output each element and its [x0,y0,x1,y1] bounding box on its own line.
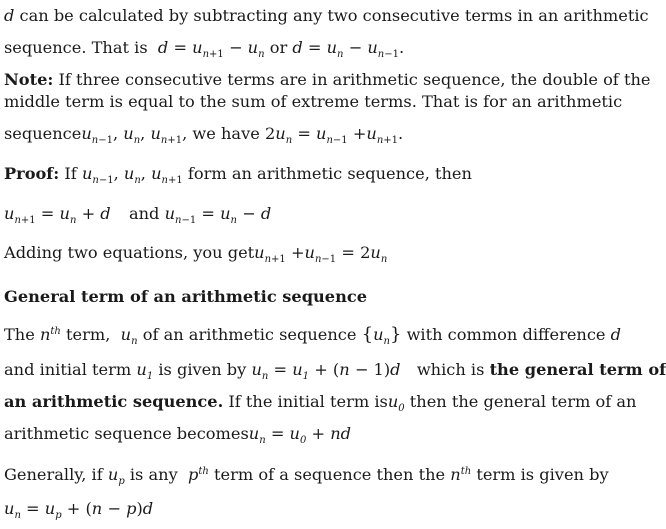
equations-line [4,204,622,224]
math-d: d [4,6,15,25]
generally-if-text: Generally, if [4,465,103,484]
note-text-2: middle term is equal to the sum of extreme terms. That is for an arithmetic [4,92,623,111]
initial-term-is-text: If the initial term is [228,392,388,411]
line-2-text: sequence. That is [4,38,148,57]
formula-backward: $u_{n-1} = u_n - d$ [164,204,272,226]
and-text: and [128,204,160,223]
proof-line [4,164,622,184]
given-by-text: is given by [158,360,247,379]
formula-three-terms: $u_{n-1}$, $u_n$, $u_{n+1}$, [81,124,188,146]
term-of-sequence-text: term of a sequence then the [214,465,446,484]
formula-up-general: $u_n = u_p + (n - p)d$ [4,499,154,521]
note-line-1 [4,70,651,90]
text-line-2 [4,38,622,58]
formula-u0-general: $u_n = u_0$ + nd [248,424,352,446]
common-difference-text: with common difference [406,325,606,344]
formula-double-middle: $2u_n = u_{n-1} +u_{n+1}$. [264,124,404,146]
term-text: term, [66,325,111,344]
note-text: If three consecutive terms are in arithmetic sequence, the double of the [58,70,651,89]
general-term-line-2 [4,360,666,382]
formula-u0: $u_0$ [387,392,405,414]
formula-d-forward: $d = u_{n+1} - u_n$ [152,38,265,60]
given-by-text-2: term is given by [476,465,609,484]
final-formula-line [4,499,622,519]
general-term-line-1 [4,325,622,345]
then-general-term-text: then the general term of an [409,392,637,411]
text-line-1 [4,6,649,26]
which-is-text: which is [416,360,485,379]
or-text: or [269,38,288,57]
is-any-text: is any [129,465,178,484]
formula-pth: $p^{th}$ [182,465,209,484]
formula-sum: $u_{n+1} +u_{n-1} = 2u_n$ [254,243,388,265]
formula-up: $u_p$ [107,465,125,487]
formula-un: $u_n$ [115,325,138,347]
adding-line [4,243,622,263]
general-term-line-4 [4,424,622,444]
general-term-line-3 [4,392,637,414]
the-text: The [4,325,35,344]
proof-label: Proof: [4,164,60,183]
formula-u1: $u_1$ [136,360,154,382]
formula-forward: $u_{n+1} = u_n + d$ [4,204,111,226]
becomes-text: arithmetic sequence becomes [4,424,249,443]
sequence-word: sequence [4,124,82,143]
adding-text: Adding two equations, you get [4,243,255,262]
note-line-3 [4,124,622,144]
of-sequence-text: of an arithmetic sequence [142,325,357,344]
initial-term-text: and initial term [4,360,132,379]
formula-proof-terms: $u_{n-1}$, $u_n$, $u_{n+1}$ [81,164,183,186]
math-d-2: d [610,325,622,344]
formula-general-term: $u_n = u_1 + (n - 1)d$ [251,360,401,382]
proof-if: If [64,164,77,183]
formula-nth-2: $n^{th}$ [450,465,472,484]
heading-text: General term of an arithmetic sequence [4,287,368,306]
formula-d-backward: $d = u_n - u_{n-1}$. [292,38,405,60]
formula-nth: $n^{th}$ [39,325,61,344]
formula-sequence-set: $\{u_n\}$ [361,324,402,347]
generally-line [4,465,622,485]
arithmetic-sequence-bold: an arithmetic sequence. [4,392,224,411]
general-term-bold: the general term of [489,360,666,379]
note-label: Note: [4,70,54,89]
proof-text: form an arithmetic sequence, then [187,164,472,183]
note-line-2 [4,92,622,112]
line-1-text: can be calculated by subtracting any two consecutive terms in an arithmetic [19,6,649,25]
section-heading [4,287,622,307]
we-have-text: we have [192,124,260,143]
